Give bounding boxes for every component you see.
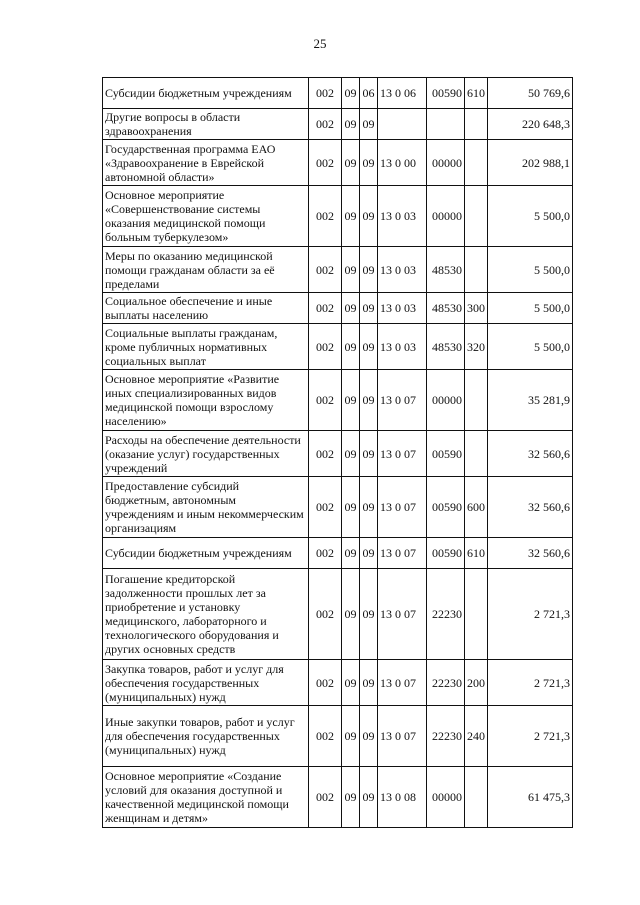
row-section: 09 [342,569,360,660]
row-expense-type [465,140,488,186]
row-subsection: 06 [360,78,378,109]
row-subsection: 09 [360,324,378,370]
row-target-code: 00590 [427,538,465,569]
table-row [103,140,573,186]
row-expense-type [465,767,488,828]
row-program-code [378,109,427,140]
row-section: 09 [342,140,360,186]
row-section: 09 [342,538,360,569]
row-program-code: 13 0 07 [378,706,427,767]
table-row [103,477,573,538]
table-row [103,247,573,293]
table-row [103,370,573,431]
row-expense-type: 610 [465,538,488,569]
row-expense-type: 600 [465,477,488,538]
table-row [103,767,573,828]
table-row [103,186,573,247]
row-description: Социальные выплаты гражданам, кроме публичных нормативных социальных выплат [103,324,309,370]
row-ministry-code: 002 [309,569,342,660]
row-description: Основное мероприятие «Совершенствование системы оказания медицинской помощи больным туберкулезом» [103,186,309,247]
row-subsection: 09 [360,538,378,569]
table-row [103,706,573,767]
row-program-code: 13 0 07 [378,477,427,538]
row-amount: 35 281,9 [488,370,573,431]
row-expense-type: 320 [465,324,488,370]
row-subsection: 09 [360,370,378,431]
row-section: 09 [342,431,360,477]
row-section: 09 [342,660,360,706]
row-section: 09 [342,706,360,767]
row-description: Другие вопросы в области здравоохранения [103,109,309,140]
row-expense-type [465,109,488,140]
row-program-code: 13 0 03 [378,186,427,247]
row-ministry-code: 002 [309,247,342,293]
row-description: Основное мероприятие «Развитие иных специализированных видов медицинской помощи взрослому населению» [103,370,309,431]
budget-table [102,77,573,828]
row-target-code: 00000 [427,186,465,247]
row-subsection: 09 [360,186,378,247]
row-ministry-code: 002 [309,140,342,186]
row-expense-type [465,370,488,431]
row-section: 09 [342,324,360,370]
row-expense-type: 240 [465,706,488,767]
row-amount: 32 560,6 [488,538,573,569]
row-target-code: 00000 [427,370,465,431]
budget-table-body [103,78,573,828]
row-expense-type: 300 [465,293,488,324]
row-section: 09 [342,247,360,293]
row-subsection: 09 [360,293,378,324]
row-amount: 61 475,3 [488,767,573,828]
row-expense-type [465,247,488,293]
row-subsection: 09 [360,431,378,477]
row-expense-type [465,569,488,660]
row-description: Основное мероприятие «Создание условий для оказания доступной и качественной медицинской помощи женщинам и детям» [103,767,309,828]
row-program-code: 13 0 03 [378,247,427,293]
table-row [103,324,573,370]
row-subsection: 09 [360,109,378,140]
table-row [103,78,573,109]
row-amount: 2 721,3 [488,660,573,706]
row-program-code: 13 0 08 [378,767,427,828]
table-row [103,293,573,324]
row-amount: 5 500,0 [488,186,573,247]
row-ministry-code: 002 [309,293,342,324]
row-program-code: 13 0 07 [378,370,427,431]
row-description: Погашение кредиторской задолженности прошлых лет за приобретение и установку медицинского, лабораторного и технологического оборудования и других основных средств [103,569,309,660]
row-target-code: 00000 [427,767,465,828]
row-subsection: 09 [360,247,378,293]
row-description: Меры по оказанию медицинской помощи гражданам области за её пределами [103,247,309,293]
row-amount: 2 721,3 [488,569,573,660]
row-description: Иные закупки товаров, работ и услуг для обеспечения государственных (муниципальных) нужд [103,706,309,767]
row-expense-type: 200 [465,660,488,706]
row-target-code: 22230 [427,660,465,706]
row-program-code: 13 0 00 [378,140,427,186]
row-target-code: 00590 [427,431,465,477]
row-program-code: 13 0 03 [378,293,427,324]
row-subsection: 09 [360,767,378,828]
row-description: Предоставление субсидий бюджетным, автономным учреждениям и иным некоммерческим организациям [103,477,309,538]
table-row [103,538,573,569]
row-ministry-code: 002 [309,706,342,767]
table-row [103,109,573,140]
table-row [103,660,573,706]
row-target-code: 00000 [427,140,465,186]
row-section: 09 [342,370,360,431]
row-description: Социальное обеспечение и иные выплаты населению [103,293,309,324]
row-amount: 5 500,0 [488,293,573,324]
row-amount: 220 648,3 [488,109,573,140]
row-subsection: 09 [360,477,378,538]
row-description: Закупка товаров, работ и услуг для обеспечения государственных (муниципальных) нужд [103,660,309,706]
row-amount: 202 988,1 [488,140,573,186]
row-amount: 32 560,6 [488,477,573,538]
row-expense-type [465,186,488,247]
row-target-code: 00590 [427,477,465,538]
row-subsection: 09 [360,706,378,767]
row-target-code: 48530 [427,324,465,370]
row-amount: 32 560,6 [488,431,573,477]
row-subsection: 09 [360,140,378,186]
row-target-code: 48530 [427,247,465,293]
row-description: Субсидии бюджетным учреждениям [103,78,309,109]
row-ministry-code: 002 [309,109,342,140]
row-ministry-code: 002 [309,538,342,569]
row-amount: 5 500,0 [488,247,573,293]
row-subsection: 09 [360,569,378,660]
row-expense-type: 610 [465,78,488,109]
row-amount: 50 769,6 [488,78,573,109]
row-ministry-code: 002 [309,186,342,247]
row-section: 09 [342,109,360,140]
row-ministry-code: 002 [309,370,342,431]
row-section: 09 [342,767,360,828]
row-ministry-code: 002 [309,767,342,828]
row-ministry-code: 002 [309,78,342,109]
table-row [103,569,573,660]
row-program-code: 13 0 07 [378,538,427,569]
row-description: Субсидии бюджетным учреждениям [103,538,309,569]
table-row [103,431,573,477]
row-ministry-code: 002 [309,477,342,538]
row-section: 09 [342,186,360,247]
row-section: 09 [342,293,360,324]
row-amount: 2 721,3 [488,706,573,767]
page-number: 25 [313,36,327,51]
row-target-code: 22230 [427,706,465,767]
row-program-code: 13 0 06 [378,78,427,109]
row-expense-type [465,431,488,477]
row-program-code: 13 0 03 [378,324,427,370]
row-section: 09 [342,78,360,109]
row-ministry-code: 002 [309,431,342,477]
row-section: 09 [342,477,360,538]
row-program-code: 13 0 07 [378,569,427,660]
row-amount: 5 500,0 [488,324,573,370]
row-program-code: 13 0 07 [378,660,427,706]
row-description: Расходы на обеспечение деятельности (оказание услуг) государственных учреждений [103,431,309,477]
row-ministry-code: 002 [309,660,342,706]
row-target-code: 48530 [427,293,465,324]
row-subsection: 09 [360,660,378,706]
row-target-code: 22230 [427,569,465,660]
row-target-code [427,109,465,140]
row-ministry-code: 002 [309,324,342,370]
row-program-code: 13 0 07 [378,431,427,477]
row-description: Государственная программа ЕАО «Здравоохранение в Еврейской автономной области» [103,140,309,186]
row-target-code: 00590 [427,78,465,109]
